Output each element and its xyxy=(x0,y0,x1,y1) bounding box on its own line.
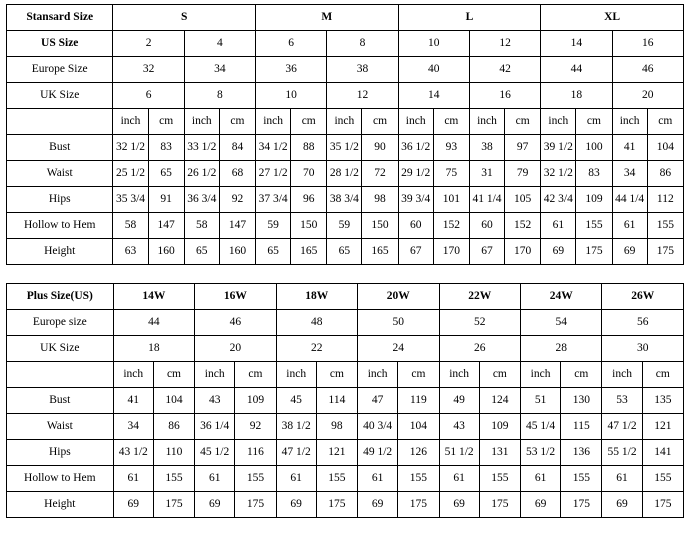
cell-bust-7: 90 xyxy=(362,135,398,161)
plus-cell-hips-7: 126 xyxy=(398,440,439,466)
cell-waist-5: 70 xyxy=(291,161,327,187)
table-row-bust xyxy=(7,135,684,161)
plus-cell-bust-0: 41 xyxy=(113,388,153,414)
cell-hollow-14: 61 xyxy=(612,213,647,239)
plus-cell-height-4: 69 xyxy=(276,492,316,518)
cell-waist-0: 25 1/2 xyxy=(113,161,148,187)
group-header-l: L xyxy=(398,5,541,31)
cell-us-size-5: 12 xyxy=(469,31,540,57)
cell-height-12: 69 xyxy=(541,239,576,265)
plus-cell-height-11: 175 xyxy=(561,492,602,518)
plus-cell-uk-3: 24 xyxy=(358,336,439,362)
row-label-height: Height xyxy=(7,239,113,265)
cell-hollow-0: 58 xyxy=(113,213,148,239)
cell-hips-2: 36 3/4 xyxy=(184,187,219,213)
cell-hollow-5: 150 xyxy=(291,213,327,239)
plus-cell-hollow-13: 155 xyxy=(642,466,683,492)
plus-cell-bust-8: 49 xyxy=(439,388,479,414)
cell-hollow-4: 59 xyxy=(256,213,291,239)
plus-cell-uk-1: 20 xyxy=(195,336,276,362)
cell-us-size-2: 6 xyxy=(256,31,327,57)
plus-cell-europe-1: 46 xyxy=(195,310,276,336)
cell-waist-12: 32 1/2 xyxy=(541,161,576,187)
table-gap-divider xyxy=(6,265,684,283)
table-row-unit-header xyxy=(7,109,684,135)
cell-bust-6: 35 1/2 xyxy=(327,135,362,161)
plus-cell-hips-10: 53 1/2 xyxy=(520,440,560,466)
cell-height-14: 69 xyxy=(612,239,647,265)
cell-bust-8: 36 1/2 xyxy=(398,135,433,161)
cell-bust-11: 97 xyxy=(505,135,541,161)
plus-cell-height-13: 175 xyxy=(642,492,683,518)
cell-waist-14: 34 xyxy=(612,161,647,187)
row-label-hollow-to-hem: Hollow to Hem xyxy=(7,213,113,239)
cell-uk-size-7: 20 xyxy=(612,83,683,109)
plus-cell-height-5: 175 xyxy=(316,492,357,518)
cell-height-4: 65 xyxy=(256,239,291,265)
plus-cell-europe-2: 48 xyxy=(276,310,357,336)
plus-cell-hips-6: 49 1/2 xyxy=(358,440,398,466)
cell-height-7: 165 xyxy=(362,239,398,265)
table-row-uk-size xyxy=(7,83,684,109)
cell-bust-4: 34 1/2 xyxy=(256,135,291,161)
plus-cell-height-2: 69 xyxy=(195,492,235,518)
cell-europe-size-6: 44 xyxy=(541,57,612,83)
plus-row-label-uk-size: UK Size xyxy=(7,336,114,362)
plus-cell-hollow-6: 61 xyxy=(358,466,398,492)
standard-title: Stansard Size xyxy=(7,5,113,31)
plus-cell-bust-11: 130 xyxy=(561,388,602,414)
cell-hips-13: 109 xyxy=(576,187,612,213)
plus-cell-uk-5: 28 xyxy=(520,336,601,362)
plus-cell-hollow-8: 61 xyxy=(439,466,479,492)
cell-waist-9: 75 xyxy=(433,161,469,187)
plus-row-label-bust: Bust xyxy=(7,388,114,414)
plus-cell-bust-7: 119 xyxy=(398,388,439,414)
cell-us-size-6: 14 xyxy=(541,31,612,57)
cell-hollow-12: 61 xyxy=(541,213,576,239)
plus-cell-hips-3: 116 xyxy=(235,440,276,466)
cell-europe-size-4: 40 xyxy=(398,57,469,83)
plus-cell-waist-9: 109 xyxy=(479,414,520,440)
plus-cell-bust-13: 135 xyxy=(642,388,683,414)
cell-hips-7: 98 xyxy=(362,187,398,213)
cell-hips-1: 91 xyxy=(148,187,184,213)
cell-hollow-9: 152 xyxy=(433,213,469,239)
table-row-plus-waist xyxy=(7,414,684,440)
plus-cell-hips-9: 131 xyxy=(479,440,520,466)
cell-bust-2: 33 1/2 xyxy=(184,135,219,161)
plus-group-header-26w: 26W xyxy=(602,284,684,310)
plus-unit-row-blank-label xyxy=(7,362,114,388)
cell-height-0: 63 xyxy=(113,239,148,265)
cell-hips-6: 38 3/4 xyxy=(327,187,362,213)
cell-height-5: 165 xyxy=(291,239,327,265)
cell-europe-size-7: 46 xyxy=(612,57,683,83)
table-row-plus-europe-size xyxy=(7,310,684,336)
plus-cell-waist-4: 38 1/2 xyxy=(276,414,316,440)
cell-hips-14: 44 1/4 xyxy=(612,187,647,213)
plus-cell-uk-6: 30 xyxy=(602,336,684,362)
plus-cell-height-3: 175 xyxy=(235,492,276,518)
plus-cell-hollow-0: 61 xyxy=(113,466,153,492)
plus-cell-hips-11: 136 xyxy=(561,440,602,466)
cell-hollow-7: 150 xyxy=(362,213,398,239)
cell-uk-size-1: 8 xyxy=(184,83,255,109)
plus-group-header-18w: 18W xyxy=(276,284,357,310)
cell-uk-size-2: 10 xyxy=(256,83,327,109)
cell-us-size-7: 16 xyxy=(612,31,683,57)
plus-cell-height-10: 69 xyxy=(520,492,560,518)
plus-cell-bust-12: 53 xyxy=(602,388,642,414)
unit-cell-8: inch xyxy=(398,109,433,135)
plus-cell-height-9: 175 xyxy=(479,492,520,518)
plus-unit-cell-5: cm xyxy=(316,362,357,388)
table-row-plus-group-header xyxy=(7,284,684,310)
row-label-uk-size: UK Size xyxy=(7,83,113,109)
plus-cell-hollow-4: 61 xyxy=(276,466,316,492)
plus-unit-cell-6: inch xyxy=(358,362,398,388)
cell-waist-3: 68 xyxy=(219,161,255,187)
unit-cell-10: inch xyxy=(469,109,504,135)
cell-hips-10: 41 1/4 xyxy=(469,187,504,213)
plus-cell-waist-6: 40 3/4 xyxy=(358,414,398,440)
cell-waist-15: 86 xyxy=(647,161,683,187)
table-row-hips xyxy=(7,187,684,213)
plus-cell-hollow-10: 61 xyxy=(520,466,560,492)
cell-uk-size-3: 12 xyxy=(327,83,398,109)
cell-uk-size-4: 14 xyxy=(398,83,469,109)
plus-cell-hips-0: 43 1/2 xyxy=(113,440,153,466)
table-row-plus-uk-size xyxy=(7,336,684,362)
cell-us-size-4: 10 xyxy=(398,31,469,57)
cell-bust-0: 32 1/2 xyxy=(113,135,148,161)
cell-bust-3: 84 xyxy=(219,135,255,161)
plus-unit-cell-0: inch xyxy=(113,362,153,388)
row-label-hips: Hips xyxy=(7,187,113,213)
plus-row-label-europe-size: Europe size xyxy=(7,310,114,336)
plus-cell-hollow-7: 155 xyxy=(398,466,439,492)
cell-hips-0: 35 3/4 xyxy=(113,187,148,213)
table-row-plus-hips xyxy=(7,440,684,466)
cell-europe-size-2: 36 xyxy=(256,57,327,83)
plus-unit-cell-12: inch xyxy=(602,362,642,388)
unit-cell-15: cm xyxy=(647,109,683,135)
plus-cell-waist-0: 34 xyxy=(113,414,153,440)
plus-cell-bust-1: 104 xyxy=(153,388,194,414)
plus-unit-cell-3: cm xyxy=(235,362,276,388)
plus-cell-hips-1: 110 xyxy=(153,440,194,466)
unit-cell-6: inch xyxy=(327,109,362,135)
plus-cell-hollow-5: 155 xyxy=(316,466,357,492)
group-header-m: M xyxy=(256,5,399,31)
plus-unit-cell-2: inch xyxy=(195,362,235,388)
plus-cell-hollow-3: 155 xyxy=(235,466,276,492)
table-row-waist xyxy=(7,161,684,187)
cell-waist-13: 83 xyxy=(576,161,612,187)
plus-cell-bust-2: 43 xyxy=(195,388,235,414)
unit-cell-13: cm xyxy=(576,109,612,135)
plus-cell-bust-10: 51 xyxy=(520,388,560,414)
plus-cell-bust-4: 45 xyxy=(276,388,316,414)
plus-group-header-24w: 24W xyxy=(520,284,601,310)
plus-cell-hips-8: 51 1/2 xyxy=(439,440,479,466)
plus-cell-height-0: 69 xyxy=(113,492,153,518)
cell-europe-size-3: 38 xyxy=(327,57,398,83)
plus-group-header-20w: 20W xyxy=(358,284,439,310)
unit-row-blank-label xyxy=(7,109,113,135)
group-header-xl: XL xyxy=(541,5,684,31)
cell-height-11: 170 xyxy=(505,239,541,265)
cell-uk-size-6: 18 xyxy=(541,83,612,109)
plus-cell-height-12: 69 xyxy=(602,492,642,518)
cell-bust-12: 39 1/2 xyxy=(541,135,576,161)
plus-cell-europe-3: 50 xyxy=(358,310,439,336)
plus-row-label-hips: Hips xyxy=(7,440,114,466)
cell-hips-8: 39 3/4 xyxy=(398,187,433,213)
plus-cell-waist-11: 115 xyxy=(561,414,602,440)
cell-waist-8: 29 1/2 xyxy=(398,161,433,187)
unit-cell-4: inch xyxy=(256,109,291,135)
plus-cell-hollow-2: 61 xyxy=(195,466,235,492)
plus-cell-uk-0: 18 xyxy=(113,336,194,362)
plus-cell-height-1: 175 xyxy=(153,492,194,518)
cell-hollow-10: 60 xyxy=(469,213,504,239)
cell-waist-6: 28 1/2 xyxy=(327,161,362,187)
plus-group-header-16w: 16W xyxy=(195,284,276,310)
plus-cell-bust-9: 124 xyxy=(479,388,520,414)
cell-waist-4: 27 1/2 xyxy=(256,161,291,187)
plus-row-label-hollow-to-hem: Hollow to Hem xyxy=(7,466,114,492)
cell-height-9: 170 xyxy=(433,239,469,265)
plus-title: Plus Size(US) xyxy=(7,284,114,310)
table-row-group-header xyxy=(7,5,684,31)
cell-waist-2: 26 1/2 xyxy=(184,161,219,187)
unit-cell-11: cm xyxy=(505,109,541,135)
plus-cell-height-8: 69 xyxy=(439,492,479,518)
cell-europe-size-0: 32 xyxy=(113,57,184,83)
cell-height-10: 67 xyxy=(469,239,504,265)
cell-hollow-13: 155 xyxy=(576,213,612,239)
table-row-europe-size xyxy=(7,57,684,83)
plus-cell-waist-8: 43 xyxy=(439,414,479,440)
table-row-hollow-to-hem xyxy=(7,213,684,239)
plus-row-label-height: Height xyxy=(7,492,114,518)
plus-cell-bust-5: 114 xyxy=(316,388,357,414)
cell-uk-size-0: 6 xyxy=(113,83,184,109)
cell-hollow-2: 58 xyxy=(184,213,219,239)
cell-hollow-6: 59 xyxy=(327,213,362,239)
plus-unit-cell-9: cm xyxy=(479,362,520,388)
plus-cell-waist-2: 36 1/4 xyxy=(195,414,235,440)
plus-cell-hollow-1: 155 xyxy=(153,466,194,492)
plus-cell-europe-5: 54 xyxy=(520,310,601,336)
cell-us-size-0: 2 xyxy=(113,31,184,57)
cell-hollow-8: 60 xyxy=(398,213,433,239)
plus-cell-waist-1: 86 xyxy=(153,414,194,440)
plus-unit-cell-8: inch xyxy=(439,362,479,388)
table-row-plus-height xyxy=(7,492,684,518)
plus-cell-waist-5: 98 xyxy=(316,414,357,440)
cell-bust-13: 100 xyxy=(576,135,612,161)
plus-cell-hips-12: 55 1/2 xyxy=(602,440,642,466)
plus-cell-uk-4: 26 xyxy=(439,336,520,362)
plus-cell-hips-13: 141 xyxy=(642,440,683,466)
plus-size-table xyxy=(6,283,684,518)
cell-height-13: 175 xyxy=(576,239,612,265)
table-row-us-size xyxy=(7,31,684,57)
table-row-height xyxy=(7,239,684,265)
plus-cell-europe-4: 52 xyxy=(439,310,520,336)
row-label-waist: Waist xyxy=(7,161,113,187)
unit-cell-5: cm xyxy=(291,109,327,135)
cell-height-3: 160 xyxy=(219,239,255,265)
table-row-plus-unit-header xyxy=(7,362,684,388)
unit-cell-3: cm xyxy=(219,109,255,135)
plus-cell-height-7: 175 xyxy=(398,492,439,518)
cell-us-size-1: 4 xyxy=(184,31,255,57)
cell-hips-11: 105 xyxy=(505,187,541,213)
cell-hips-5: 96 xyxy=(291,187,327,213)
plus-cell-hollow-11: 155 xyxy=(561,466,602,492)
cell-hips-3: 92 xyxy=(219,187,255,213)
cell-waist-7: 72 xyxy=(362,161,398,187)
row-label-bust: Bust xyxy=(7,135,113,161)
cell-bust-5: 88 xyxy=(291,135,327,161)
plus-cell-europe-0: 44 xyxy=(113,310,194,336)
plus-cell-hips-4: 47 1/2 xyxy=(276,440,316,466)
cell-europe-size-5: 42 xyxy=(469,57,540,83)
cell-hollow-11: 152 xyxy=(505,213,541,239)
plus-unit-cell-4: inch xyxy=(276,362,316,388)
unit-cell-2: inch xyxy=(184,109,219,135)
cell-us-size-3: 8 xyxy=(327,31,398,57)
cell-bust-9: 93 xyxy=(433,135,469,161)
plus-cell-uk-2: 22 xyxy=(276,336,357,362)
plus-cell-waist-3: 92 xyxy=(235,414,276,440)
plus-cell-waist-10: 45 1/4 xyxy=(520,414,560,440)
plus-cell-hips-2: 45 1/2 xyxy=(195,440,235,466)
cell-height-6: 65 xyxy=(327,239,362,265)
cell-bust-14: 41 xyxy=(612,135,647,161)
plus-cell-hollow-9: 155 xyxy=(479,466,520,492)
cell-bust-15: 104 xyxy=(647,135,683,161)
plus-cell-bust-3: 109 xyxy=(235,388,276,414)
unit-cell-0: inch xyxy=(113,109,148,135)
standard-size-table xyxy=(6,4,684,265)
row-label-europe-size: Europe Size xyxy=(7,57,113,83)
cell-hips-15: 112 xyxy=(647,187,683,213)
cell-waist-11: 79 xyxy=(505,161,541,187)
cell-height-15: 175 xyxy=(647,239,683,265)
plus-unit-cell-7: cm xyxy=(398,362,439,388)
unit-cell-12: inch xyxy=(541,109,576,135)
plus-group-header-14w: 14W xyxy=(113,284,194,310)
cell-hips-9: 101 xyxy=(433,187,469,213)
unit-cell-9: cm xyxy=(433,109,469,135)
plus-cell-hollow-12: 61 xyxy=(602,466,642,492)
plus-unit-cell-13: cm xyxy=(642,362,683,388)
plus-cell-waist-13: 121 xyxy=(642,414,683,440)
cell-uk-size-5: 16 xyxy=(469,83,540,109)
row-label-us-size: US Size xyxy=(7,31,113,57)
plus-unit-cell-10: inch xyxy=(520,362,560,388)
cell-waist-10: 31 xyxy=(469,161,504,187)
table-row-plus-bust xyxy=(7,388,684,414)
cell-height-2: 65 xyxy=(184,239,219,265)
cell-waist-1: 65 xyxy=(148,161,184,187)
plus-cell-height-6: 69 xyxy=(358,492,398,518)
plus-cell-waist-12: 47 1/2 xyxy=(602,414,642,440)
plus-group-header-22w: 22W xyxy=(439,284,520,310)
plus-unit-cell-1: cm xyxy=(153,362,194,388)
cell-europe-size-1: 34 xyxy=(184,57,255,83)
table-row-plus-hollow-to-hem xyxy=(7,466,684,492)
cell-hips-12: 42 3/4 xyxy=(541,187,576,213)
cell-bust-1: 83 xyxy=(148,135,184,161)
unit-cell-14: inch xyxy=(612,109,647,135)
cell-hollow-3: 147 xyxy=(219,213,255,239)
plus-cell-europe-6: 56 xyxy=(602,310,684,336)
unit-cell-7: cm xyxy=(362,109,398,135)
plus-cell-bust-6: 47 xyxy=(358,388,398,414)
cell-hollow-1: 147 xyxy=(148,213,184,239)
plus-cell-waist-7: 104 xyxy=(398,414,439,440)
cell-bust-10: 38 xyxy=(469,135,504,161)
unit-cell-1: cm xyxy=(148,109,184,135)
plus-cell-hips-5: 121 xyxy=(316,440,357,466)
cell-hips-4: 37 3/4 xyxy=(256,187,291,213)
plus-unit-cell-11: cm xyxy=(561,362,602,388)
group-header-s: S xyxy=(113,5,256,31)
cell-hollow-15: 155 xyxy=(647,213,683,239)
cell-height-8: 67 xyxy=(398,239,433,265)
plus-row-label-waist: Waist xyxy=(7,414,114,440)
cell-height-1: 160 xyxy=(148,239,184,265)
